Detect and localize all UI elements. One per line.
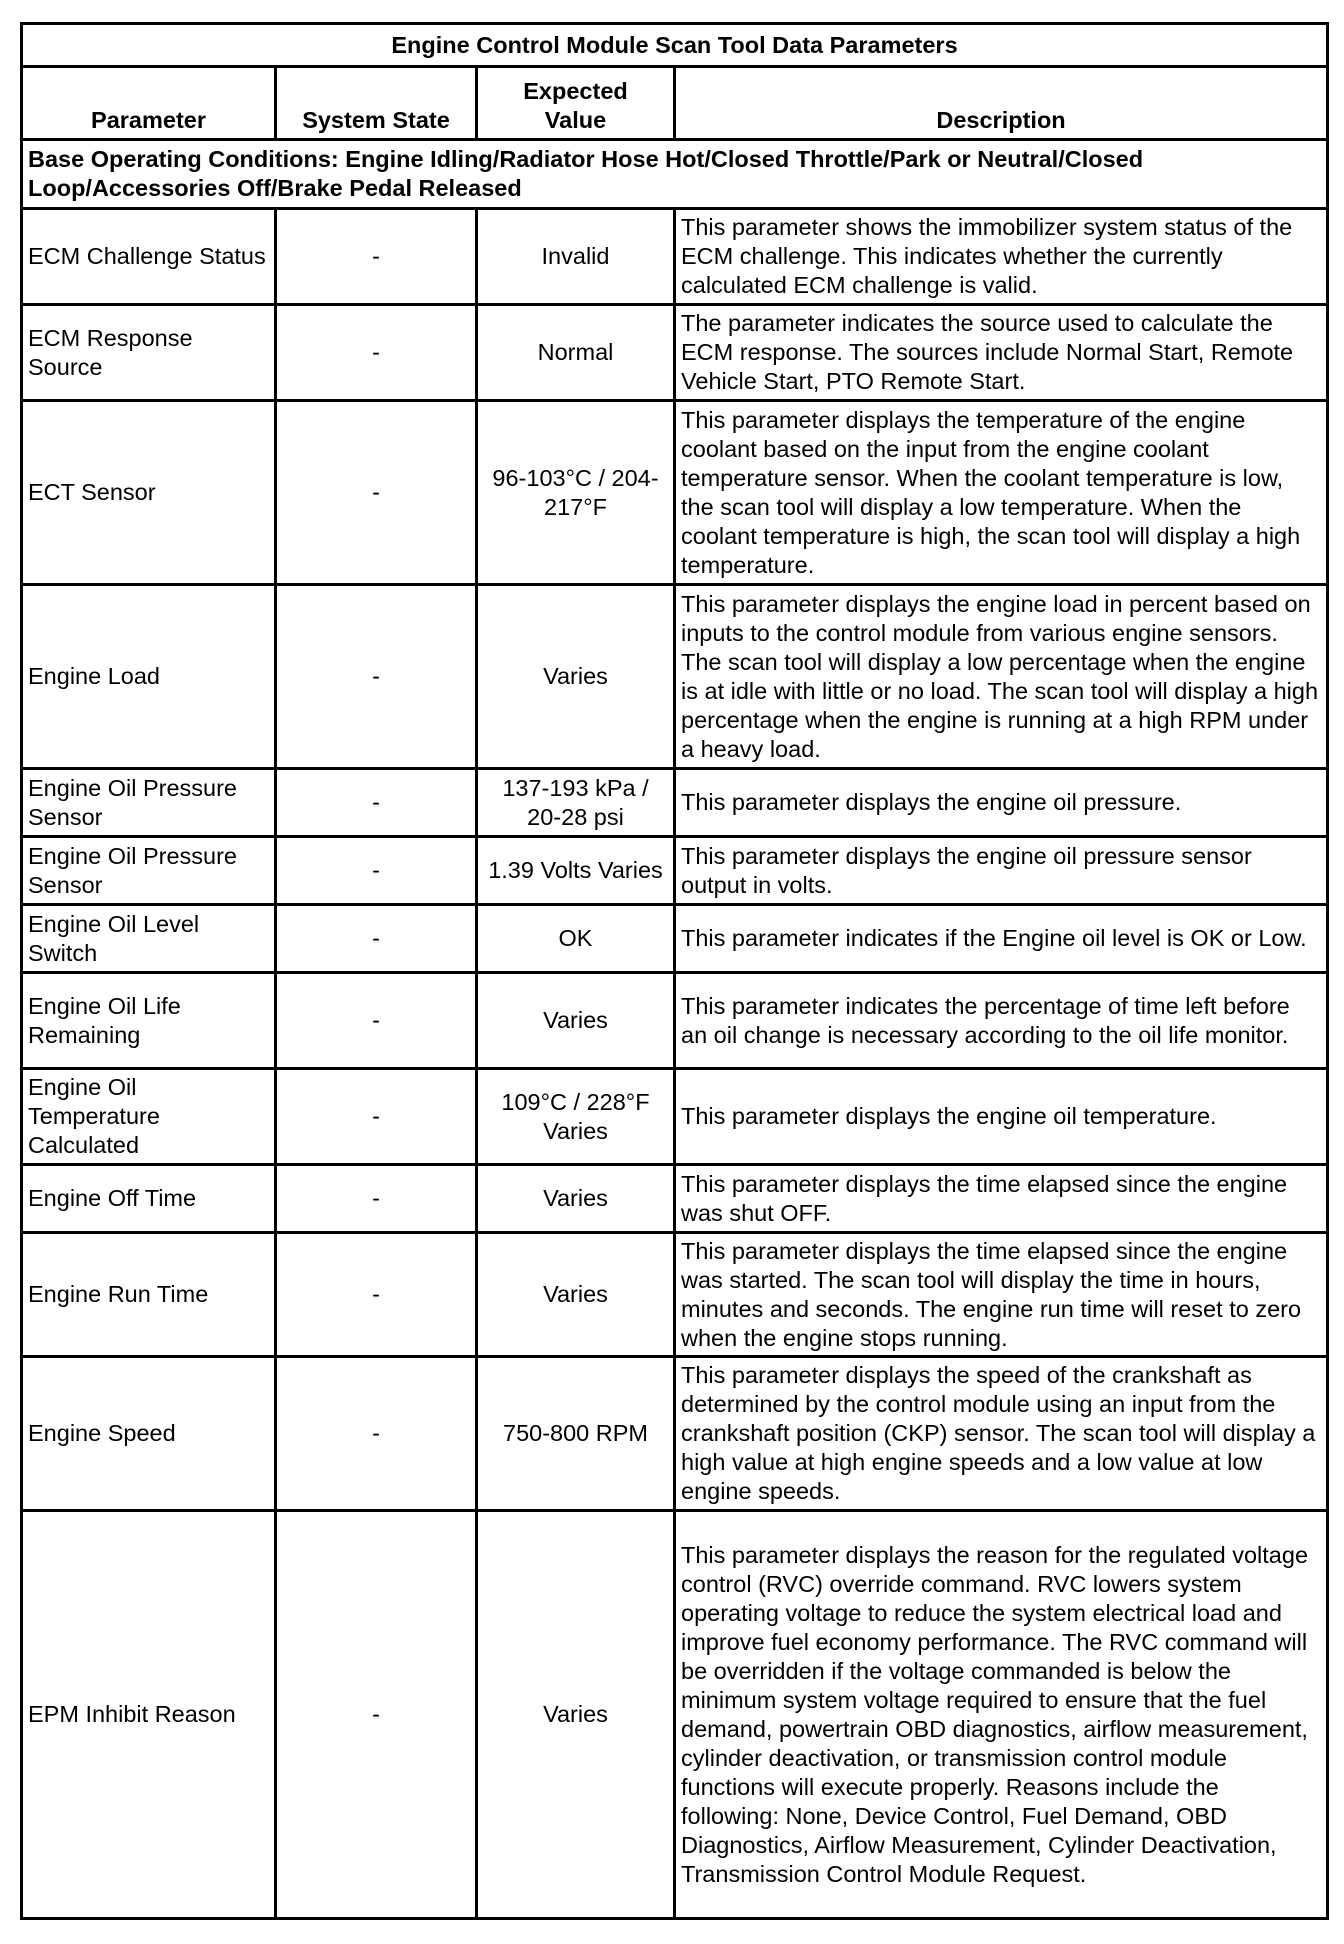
description-cell: This parameter displays the engine load in percent based on inputs to the control module from various engine sensors. The scan tool will display a low percentage when the engine is at idle with little or no load. The scan tool will display a high percentage when the engine is running at a high RPM under a heavy load. — [675, 585, 1328, 769]
description-cell: This parameter displays the engine oil temperature. — [675, 1069, 1328, 1165]
table-row — [22, 905, 1328, 973]
description-cell: This parameter displays the reason for the regulated voltage control (RVC) override command. RVC lowers system operating voltage to reduce the system electrical load and improve fuel economy performance. The RVC command will be overridden if the voltage commanded is below the minimum system voltage required to ensure that the fuel demand, powertrain OBD diagnostics, airflow measurement, cylinder deactivation, or transmission control module functions will execute properly. Reasons include the following: None, Device Control, Fuel Demand, OBD Diagnostics, Airflow Measurement, Cylinder Deactivation, Transmission Control Module Request. — [675, 1511, 1328, 1919]
table-row — [22, 1165, 1328, 1233]
table-row — [22, 1233, 1328, 1357]
system-state-cell: - — [276, 905, 477, 973]
system-state-cell: - — [276, 1511, 477, 1919]
expected-value-cell: OK — [477, 905, 675, 973]
system-state-cell: - — [276, 837, 477, 905]
table-row — [22, 837, 1328, 905]
system-state-cell: - — [276, 1357, 477, 1511]
table-row — [22, 209, 1328, 305]
expected-value-cell: Varies — [477, 973, 675, 1069]
parameter-cell: Engine Oil Pressure Sensor — [22, 769, 276, 837]
base-operating-conditions: Base Operating Conditions: Engine Idling/Radiator Hose Hot/Closed Throttle/Park or Neutral/Closed Loop/Accessories Off/Brake Pedal Released — [22, 140, 1328, 209]
expected-value-cell: Varies — [477, 1233, 675, 1357]
expected-value-cell: Normal — [477, 305, 675, 401]
expected-value-cell: Varies — [477, 1511, 675, 1919]
table-row — [22, 585, 1328, 769]
description-cell: This parameter shows the immobilizer system status of the ECM challenge. This indicates whether the currently calculated ECM challenge is valid. — [675, 209, 1328, 305]
description-cell: This parameter displays the speed of the crankshaft as determined by the control module using an input from the crankshaft position (CKP) sensor. The scan tool will display a high value at high engine speeds and a low value at low engine speeds. — [675, 1357, 1328, 1511]
header-parameter: Parameter — [22, 67, 276, 140]
description-cell: This parameter displays the engine oil pressure. — [675, 769, 1328, 837]
parameter-cell: ECT Sensor — [22, 401, 276, 585]
description-cell: This parameter indicates if the Engine oil level is OK or Low. — [675, 905, 1328, 973]
expected-value-cell: 109°C / 228°F Varies — [477, 1069, 675, 1165]
system-state-cell: - — [276, 585, 477, 769]
parameter-cell: Engine Run Time — [22, 1233, 276, 1357]
table-row — [22, 973, 1328, 1069]
table-title: Engine Control Module Scan Tool Data Parameters — [22, 24, 1328, 67]
parameter-cell: Engine Oil Temperature Calculated — [22, 1069, 276, 1165]
table-row — [22, 1069, 1328, 1165]
expected-value-cell: 750-800 RPM — [477, 1357, 675, 1511]
expected-value-cell: 1.39 Volts Varies — [477, 837, 675, 905]
parameter-cell: Engine Oil Life Remaining — [22, 973, 276, 1069]
table-row — [22, 769, 1328, 837]
system-state-cell: - — [276, 1233, 477, 1357]
parameter-cell: EPM Inhibit Reason — [22, 1511, 276, 1919]
table-row — [22, 401, 1328, 585]
description-cell: This parameter displays the engine oil pressure sensor output in volts. — [675, 837, 1328, 905]
parameter-cell: Engine Load — [22, 585, 276, 769]
header-system-state: System State — [276, 67, 477, 140]
parameters-table — [20, 22, 1329, 1920]
column-header-row — [22, 67, 1328, 140]
expected-value-cell: Invalid — [477, 209, 675, 305]
expected-value-cell: Varies — [477, 585, 675, 769]
header-expected-value: Expected Value — [477, 67, 675, 140]
expected-value-cell: Varies — [477, 1165, 675, 1233]
system-state-cell: - — [276, 1165, 477, 1233]
scan-tool-data-document — [20, 22, 1326, 1920]
table-title-row — [22, 24, 1328, 67]
description-cell: This parameter displays the temperature of the engine coolant based on the input from the engine coolant temperature sensor. When the coolant temperature is low, the scan tool will display a low temperature. When the coolant temperature is high, the scan tool will display a high temperature. — [675, 401, 1328, 585]
conditions-row — [22, 140, 1328, 209]
parameter-cell: Engine Off Time — [22, 1165, 276, 1233]
table-row — [22, 1511, 1328, 1919]
system-state-cell: - — [276, 1069, 477, 1165]
table-row — [22, 305, 1328, 401]
header-description: Description — [675, 67, 1328, 140]
system-state-cell: - — [276, 305, 477, 401]
description-cell: This parameter displays the time elapsed since the engine was shut OFF. — [675, 1165, 1328, 1233]
parameter-cell: Engine Oil Level Switch — [22, 905, 276, 973]
system-state-cell: - — [276, 973, 477, 1069]
description-cell: The parameter indicates the source used to calculate the ECM response. The sources include Normal Start, Remote Vehicle Start, PTO Remote Start. — [675, 305, 1328, 401]
expected-value-cell: 137-193 kPa / 20-28 psi — [477, 769, 675, 837]
description-cell: This parameter indicates the percentage of time left before an oil change is necessary according to the oil life monitor. — [675, 973, 1328, 1069]
expected-value-cell: 96-103°C / 204-217°F — [477, 401, 675, 585]
system-state-cell: - — [276, 769, 477, 837]
parameter-cell: Engine Oil Pressure Sensor — [22, 837, 276, 905]
system-state-cell: - — [276, 209, 477, 305]
table-row — [22, 1357, 1328, 1511]
parameter-cell: Engine Speed — [22, 1357, 276, 1511]
parameter-cell: ECM Challenge Status — [22, 209, 276, 305]
system-state-cell: - — [276, 401, 477, 585]
description-cell: This parameter displays the time elapsed since the engine was started. The scan tool will display the time in hours, minutes and seconds. The engine run time will reset to zero when the engine stops running. — [675, 1233, 1328, 1357]
parameter-cell: ECM Response Source — [22, 305, 276, 401]
